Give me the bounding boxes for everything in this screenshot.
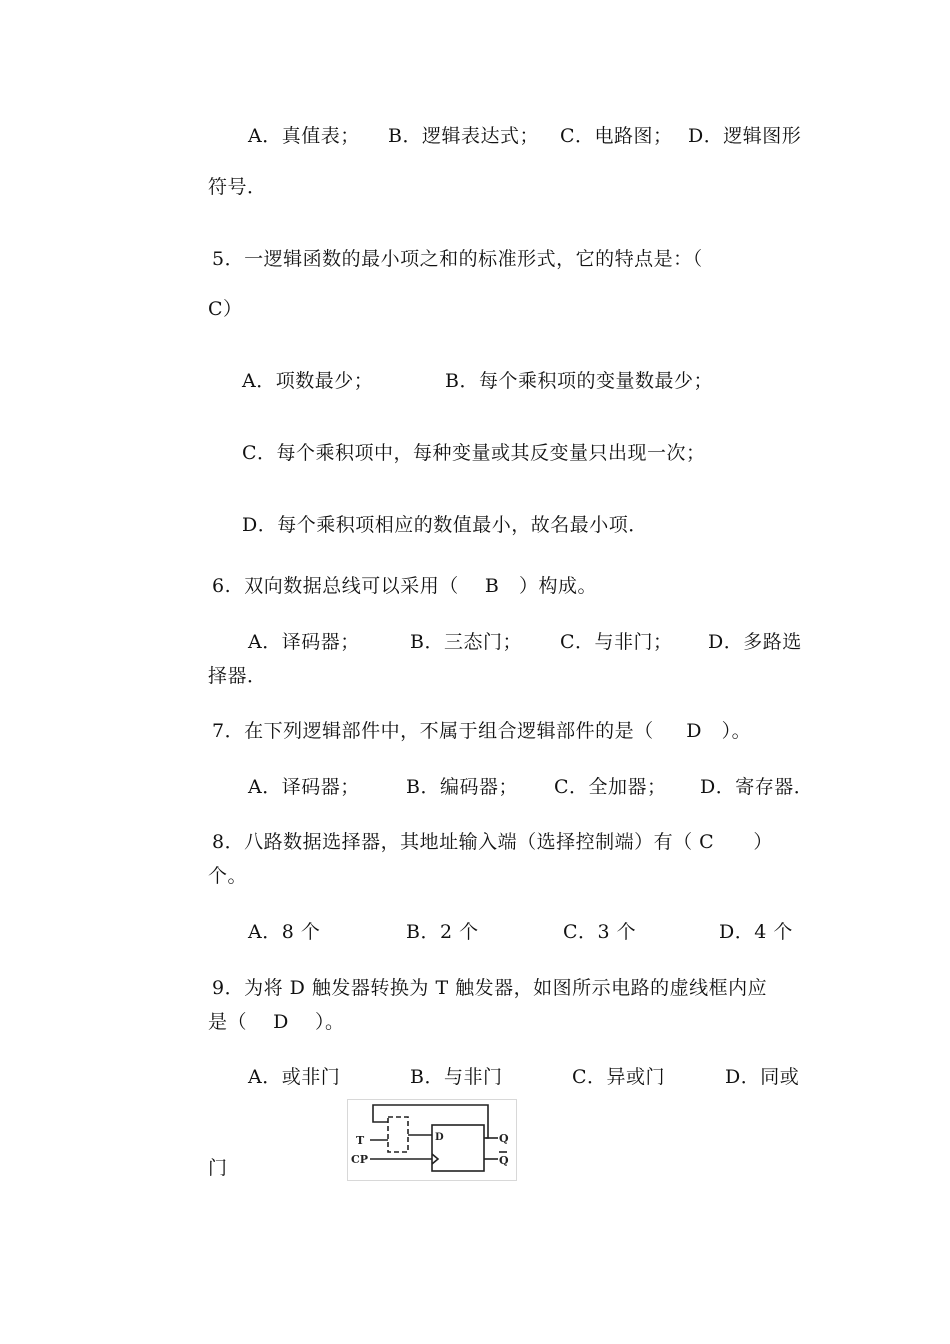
q4-option-a: A．真值表； [248,125,360,147]
q5-option-b: B．每个乘积项的变量数最少； [445,370,713,392]
q5-stem: 5．一逻辑函数的最小项之和的标准形式，它的特点是：（ [212,248,703,270]
q8-stem-continued: 个。 [208,865,248,887]
q6-option-b: B．三态门； [410,631,522,653]
q9-stem-continued: 是（ D ）。 [208,1011,345,1033]
q9-option-d-continued: 门 [208,1157,228,1179]
q7-option-d: D．寄存器． [700,776,814,798]
q9-option-d: D．同或 [725,1066,800,1088]
q8-option-c: C．3 个 [563,921,637,943]
label-q: Q [499,1132,509,1145]
d-to-t-flipflop-figure [347,1099,517,1181]
q6-option-d: D．多路选 [708,631,802,653]
label-cp: CP [351,1153,369,1166]
q9-stem: 9．为将 D 触发器转换为 T 触发器，如图所示电路的虚线框内应 [212,977,768,999]
label-qbar: Q [499,1154,509,1167]
q9-option-b: B．与非门 [410,1066,503,1088]
q6-option-d-continued: 择器． [208,665,267,687]
q6-option-a: A．译码器； [248,631,360,653]
q7-option-a: A．译码器； [248,776,360,798]
label-t: T [356,1134,365,1147]
q9-option-c: C．异或门 [572,1066,666,1088]
q9-option-a: A．或非门 [248,1066,341,1088]
q8-stem: 8．八路数据选择器，其地址输入端（选择控制端）有（ C ） [212,831,773,853]
label-d: D [435,1132,444,1143]
q6-option-c: C．与非门； [560,631,673,653]
q4-option-d-continued: 符号． [208,176,267,198]
q4-option-b: B．逻辑表达式； [388,125,539,147]
q5-option-c: C．每个乘积项中，每种变量或其反变量只出现一次； [242,442,706,464]
q4-option-c: C．电路图； [560,125,673,147]
q7-stem: 7．在下列逻辑部件中，不属于组合逻辑部件的是（ D ）。 [212,720,752,742]
q5-option-a: A．项数最少； [242,370,374,392]
q4-option-d: D．逻辑图形 [688,125,802,147]
q8-option-a: A．8 个 [248,921,321,943]
q8-option-b: B．2 个 [406,921,479,943]
q6-stem: 6. 双向数据总线可以采用（ B ）构成。 [212,575,597,597]
q7-option-c: C．全加器； [554,776,667,798]
circuit-diagram [348,1100,516,1180]
q8-option-d: D．4 个 [719,921,793,943]
q5-option-d: D．每个乘积项相应的数值最小，故名最小项． [242,514,648,536]
q7-option-b: B．编码器； [406,776,518,798]
q5-answer: C） [208,298,243,320]
